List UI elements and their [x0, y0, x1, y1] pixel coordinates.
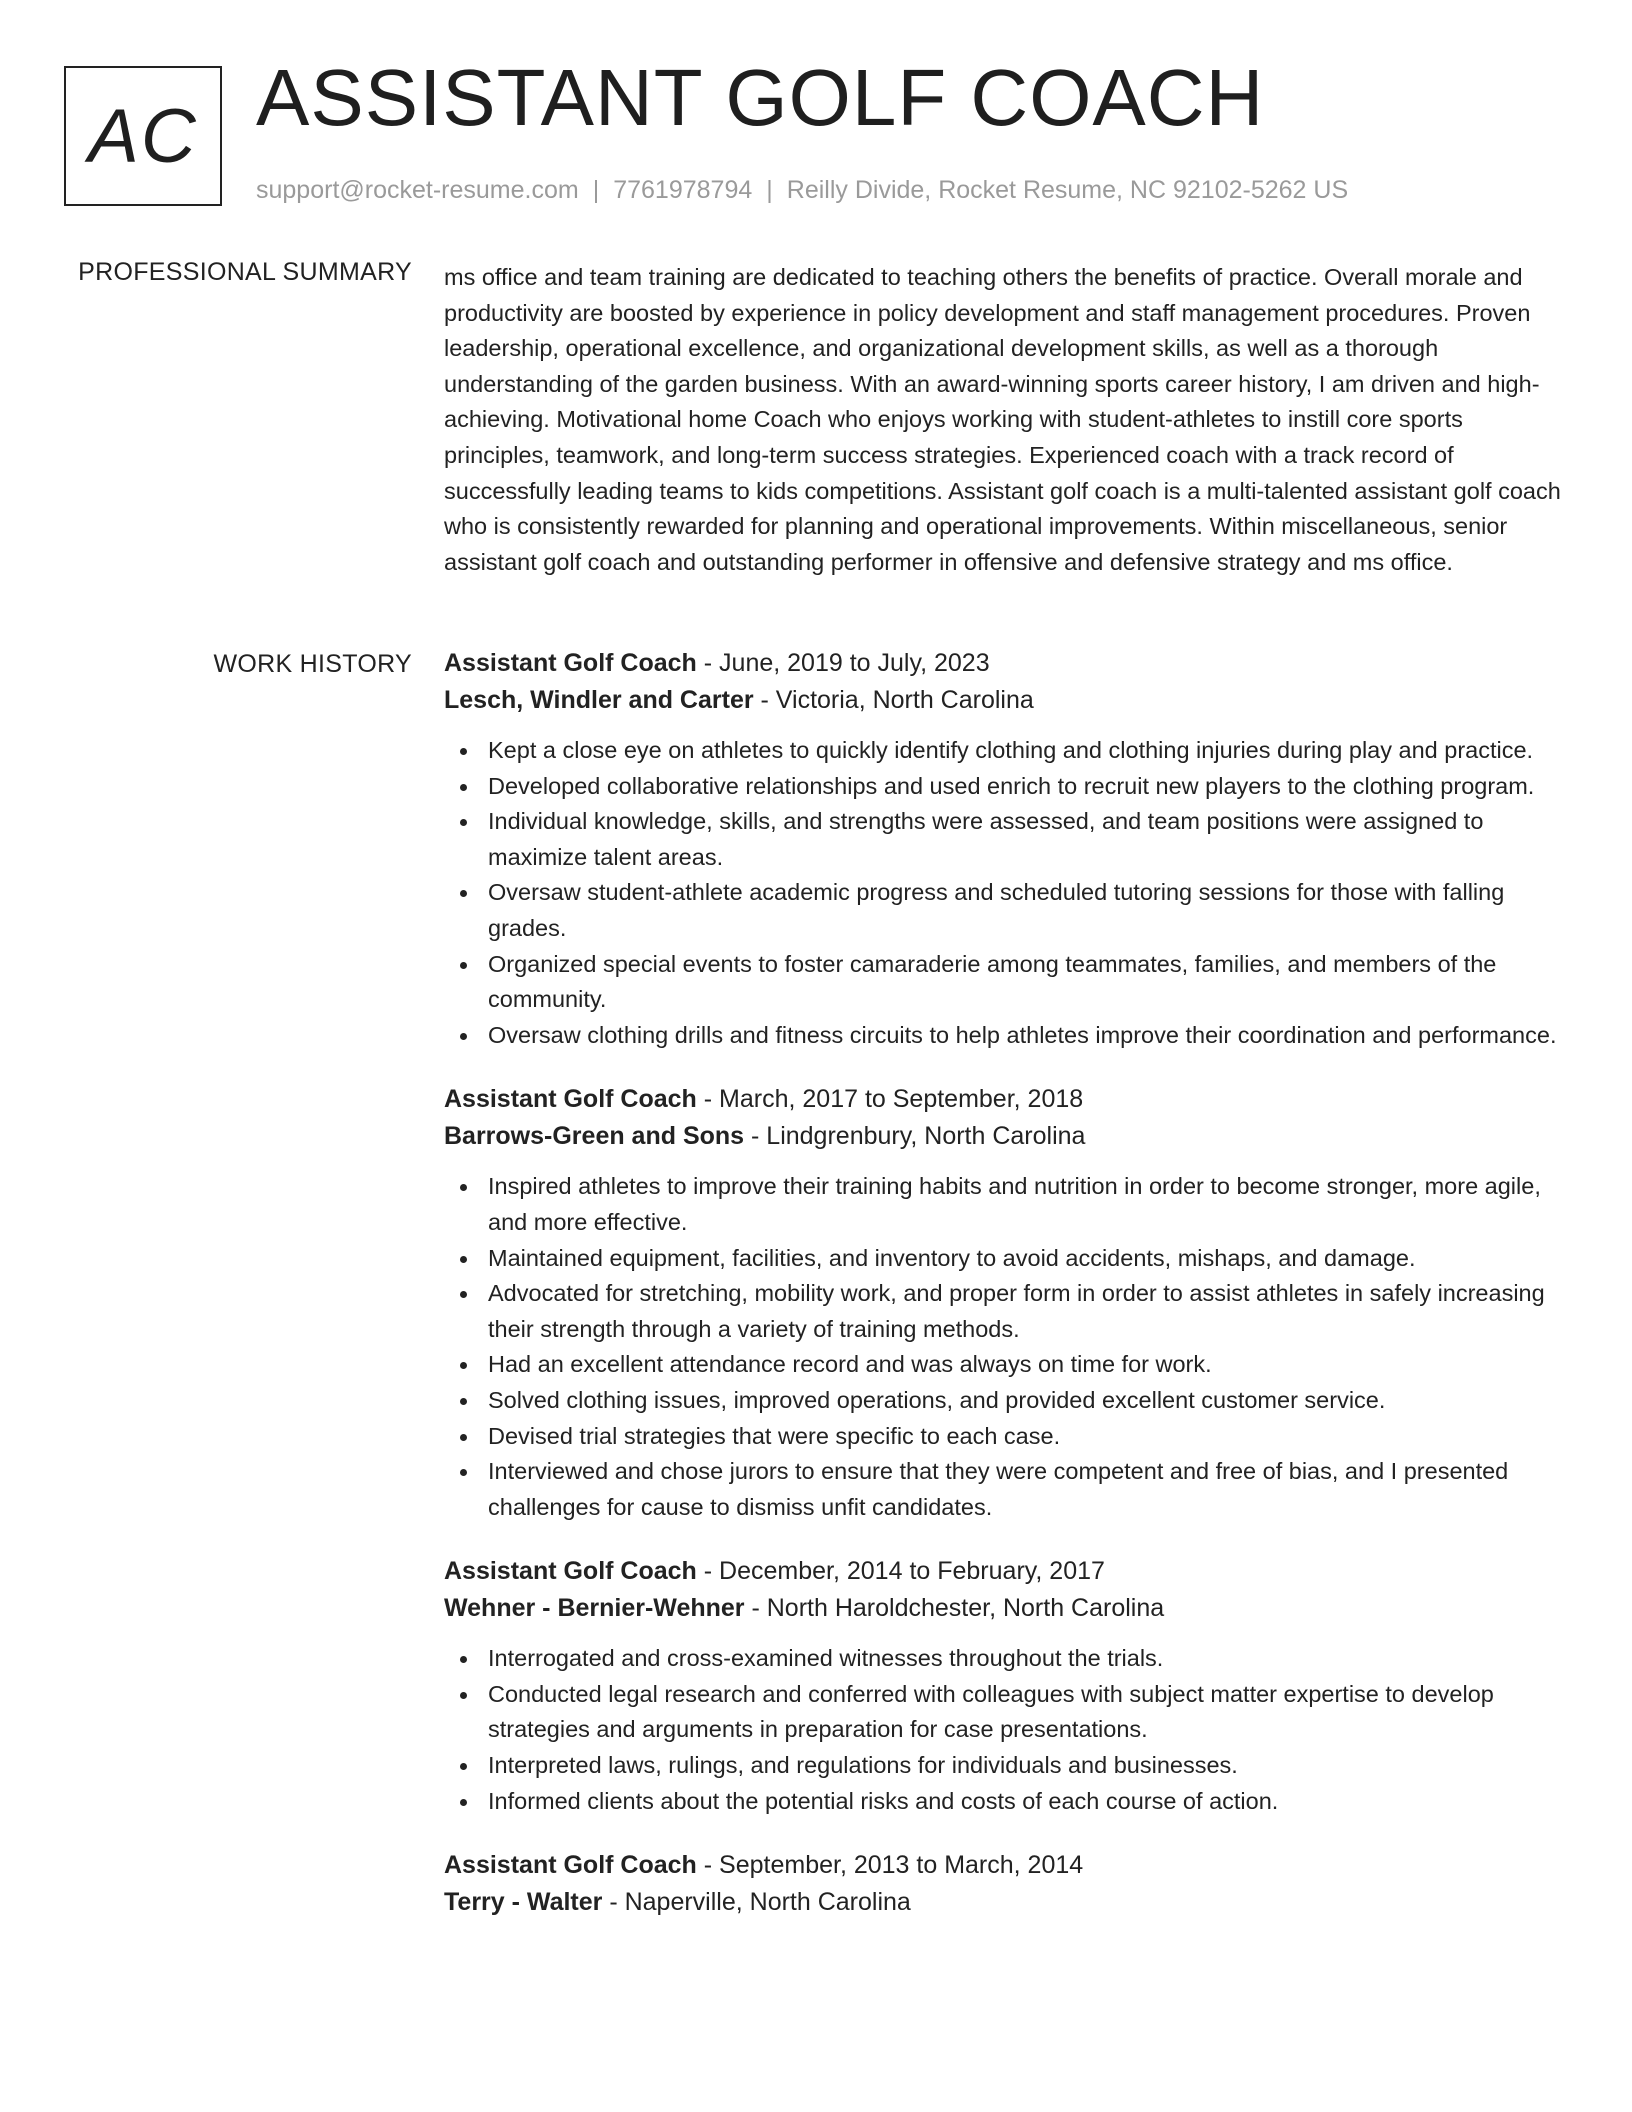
contact-phone[interactable]: 7761978794	[613, 176, 753, 204]
section-label-work-history: WORK HISTORY	[213, 650, 412, 678]
job-entry	[444, 1081, 1568, 1525]
resume-title: ASSISTANT GOLF COACH	[256, 53, 1265, 142]
job-bullet: Organized special events to foster camaraderie among teammates, families, and members of the community.	[488, 947, 1568, 1018]
job-company-line	[444, 1884, 1568, 1921]
job-location: - Naperville, North Carolina	[602, 1888, 911, 1917]
job-entry	[444, 645, 1568, 1053]
job-bullet: Advocated for stretching, mobility work, and proper form in order to assist athletes in safely increasing their strength through a variety of training methods.	[488, 1276, 1568, 1347]
job-bullet: Developed collaborative relationships and used enrich to recruit new players to the clothing program.	[488, 769, 1568, 805]
job-entry	[444, 1553, 1568, 1819]
job-company-line	[444, 1590, 1568, 1627]
job-title: Assistant Golf Coach	[444, 1085, 697, 1114]
job-dates: - September, 2013 to March, 2014	[696, 1851, 1084, 1880]
job-company: Terry - Walter	[444, 1888, 603, 1917]
job-company-line	[444, 682, 1568, 719]
section-label-summary: PROFESSIONAL SUMMARY	[78, 258, 412, 286]
job-company: Barrows-Green and Sons	[444, 1122, 745, 1151]
job-bullet: Interpreted laws, rulings, and regulations for individuals and businesses.	[488, 1748, 1568, 1784]
job-bullets	[444, 1641, 1568, 1819]
monogram-logo: AC	[64, 66, 222, 206]
contact-separator: |	[592, 176, 600, 204]
job-bullet: Oversaw clothing drills and fitness circuits to help athletes improve their coordination and performance.	[488, 1018, 1568, 1054]
job-title-line	[444, 1081, 1568, 1118]
job-bullet: Interviewed and chose jurors to ensure that they were competent and free of bias, and I presented challenges for cause to dismiss unfit candidates.	[488, 1454, 1568, 1525]
job-location: - North Haroldchester, North Carolina	[744, 1594, 1165, 1623]
job-location: - Victoria, North Carolina	[753, 686, 1034, 714]
professional-summary: ms office and team training are dedicated to teaching others the benefits of practice. Overall morale and productivity are boosted by experience in policy development and staff management procedures. Proven leadership, operational excellence, and organizational development skills, as well as a thorough understanding of the garden business. With an award-winning sports career history, I am driven and high-achieving. Motivational home Coach who enjoys working with student-athletes to instill core sports principles, teamwork, and long-term success strategies. Experienced coach with a track record of successfully leading teams to kids competitions. Assistant golf coach is a multi-talented assistant golf coach who is consistently rewarded for planning and operational improvements. Within miscellaneous, senior assistant golf coach and outstanding performer in offensive and defensive strategy and ms office.	[444, 264, 1561, 575]
job-company: Wehner - Bernier-Wehner	[444, 1594, 745, 1623]
job-title: Assistant Golf Coach	[444, 1557, 697, 1586]
job-bullets	[444, 1169, 1568, 1525]
contact-separator: |	[766, 176, 773, 204]
job-bullet: Informed clients about the potential risks and costs of each course of action.	[488, 1784, 1568, 1820]
job-bullet: Conducted legal research and conferred with colleagues with subject matter expertise to develop strategies and arguments in preparation for case presentations.	[488, 1677, 1568, 1748]
job-bullet: Oversaw student-athlete academic progress and scheduled tutoring sessions for those with falling grades.	[488, 875, 1568, 946]
job-title-line	[444, 1847, 1568, 1884]
job-dates: - June, 2019 to July, 2023	[696, 649, 990, 677]
job-title: Assistant Golf Coach	[444, 1851, 697, 1880]
contact-email[interactable]: support@rocket-resume.com	[256, 176, 579, 204]
job-title-line	[444, 645, 1568, 682]
job-bullet: Solved clothing issues, improved operations, and provided excellent customer service.	[488, 1383, 1568, 1419]
job-title: Assistant Golf Coach	[444, 649, 697, 677]
job-entry	[444, 1847, 1568, 1921]
job-bullet: Interrogated and cross-examined witnesses throughout the trials.	[488, 1641, 1568, 1677]
contact-line	[256, 176, 1348, 205]
contact-address: Reilly Divide, Rocket Resume, NC 92102-5262 US	[786, 176, 1349, 204]
job-title-line	[444, 1553, 1568, 1590]
job-location: - Lindgrenbury, North Carolina	[744, 1122, 1086, 1151]
job-company: Lesch, Windler and Carter	[444, 686, 754, 714]
job-bullet: Devised trial strategies that were specific to each case.	[488, 1419, 1568, 1455]
work-history-list	[444, 645, 1568, 1949]
job-dates: - December, 2014 to February, 2017	[696, 1557, 1105, 1586]
job-bullet: Kept a close eye on athletes to quickly identify clothing and clothing injuries during play and practice.	[488, 733, 1568, 769]
job-bullet: Inspired athletes to improve their training habits and nutrition in order to become stronger, more agile, and more effective.	[488, 1169, 1568, 1240]
job-bullets	[444, 733, 1568, 1053]
job-bullet: Had an excellent attendance record and was always on time for work.	[488, 1347, 1568, 1383]
job-bullet: Individual knowledge, skills, and strengths were assessed, and team positions were assigned to maximize talent areas.	[488, 804, 1568, 875]
job-bullet: Maintained equipment, facilities, and inventory to avoid accidents, mishaps, and damage.	[488, 1241, 1568, 1277]
job-dates: - March, 2017 to September, 2018	[696, 1085, 1084, 1114]
job-company-line	[444, 1118, 1568, 1155]
